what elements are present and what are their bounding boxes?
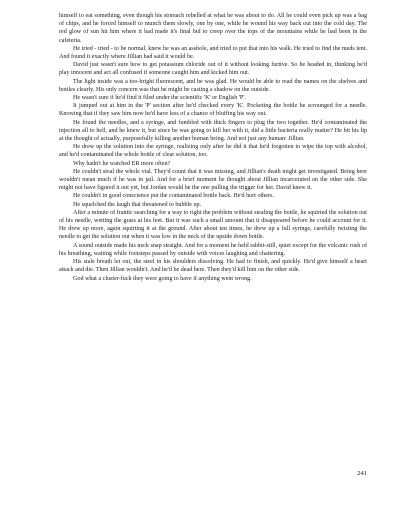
- body-text: [59, 12, 367, 283]
- paragraph: He squelched the laugh that threatened to bubble up.: [73, 201, 202, 208]
- paragraph: He tried - tried - to be normal, knew he was an asshole, and tried to put that into his walk. He tried to find the meds tent. And found it exactly where Jillian had said it would be.: [59, 45, 367, 61]
- paragraph: After a minute of frantic searching for a way to right the problem without stealing the bottle, he squirted the solution out of his needle, wetting the grass at his feet. But it was such a small amount that it disappeared before he could account for it. He drew up more, again squirting it at the ground. After about ten times, he drew up a full syringe, carefully twisting the needle to get the solution out when it was low in the neck of the upside down bottle.: [59, 209, 367, 241]
- paragraph: It jumped out at him in the 'P' section after he'd checked every 'K'. Pocketing the bottle he scrounged for a needle. Knowing that if they saw him now he'd have less of a chance of bluffing his way out.: [59, 103, 367, 118]
- paragraph: The light inside was a too-bright fluorescent, and he was glad. He would be able to read the names on the shelves and bottles clearly. His only concern was that he might be casting a shadow on the outside.: [59, 78, 367, 93]
- paragraph: His stale breath let out, the steel in his shoulders dissolving. He had to finish, and quickly. He'd give himself a heart attack and die. Then Jillian wouldn't. And he'd be dead here. Then they'd kill him on the other side.: [59, 259, 367, 274]
- paragraph: He couldn't in good conscience put the contaminated bottle back. He'd hurt others.: [73, 193, 274, 200]
- paragraph: He drew up the solution into the syringe, realizing only after he did it that he'd forgotten to wipe the top with alcohol, and he'd contaminated the whole bottle of clear solution, too.: [59, 144, 367, 159]
- paragraph: He wasn't sure if he'd find it filed under the scientific 'K' or English 'P'.: [73, 95, 246, 102]
- paragraph: himself to eat something, even though his stomach rebelled at what he was about to do. All he could even pick up was a bag of chips, and he forced himself to munch them slowly, one by one, while he wound his way back out into the cold day. The red glow of sun hit him where it had made it's final bid to creep over the tops of the mountains while he had been in the cafeteria.: [59, 13, 367, 44]
- paragraph: A sound outside made his neck snap straight. And for a moment he held rabbit-still, quiet except for the volcanic rush of his breathing, waiting while footsteps passed by outside with voices laughing and chattering.: [59, 242, 367, 257]
- paragraph: Why hadn't he watched ER more often?: [73, 160, 171, 167]
- paragraph: He found the needles, and a syringe, and fumbled with thick fingers to plug the two together. He'd contaminated the injection all to hell, and he knew it, but since he was going to kill her with it, did a little bacteria really matter? He bit his lip at the thought of actually, purposefully killing another human being. And not just any human: Jillian.: [59, 119, 367, 143]
- paragraph: David just wasn't sure how to get potassium chloride out of it without looking furtive. So he headed in, thinking he'd play innocent and act all confused if someone caught him and kicked him out.: [59, 62, 367, 77]
- page-number: 241: [357, 470, 367, 477]
- paragraph: He couldn't steal the whole vial. They'd count that it was missing, and Jillian's death might get investigated. Being here wouldn't mean much if he was in jail. And for a brief moment he thought about Jillian incarcerated on the other side. She might not have figured it out yet, but Jordan would be the one pulling the trigger for her. David knew it.: [59, 168, 367, 192]
- paragraph: God what a cluster-fuck they were going to have if anything went wrong.: [73, 275, 252, 282]
